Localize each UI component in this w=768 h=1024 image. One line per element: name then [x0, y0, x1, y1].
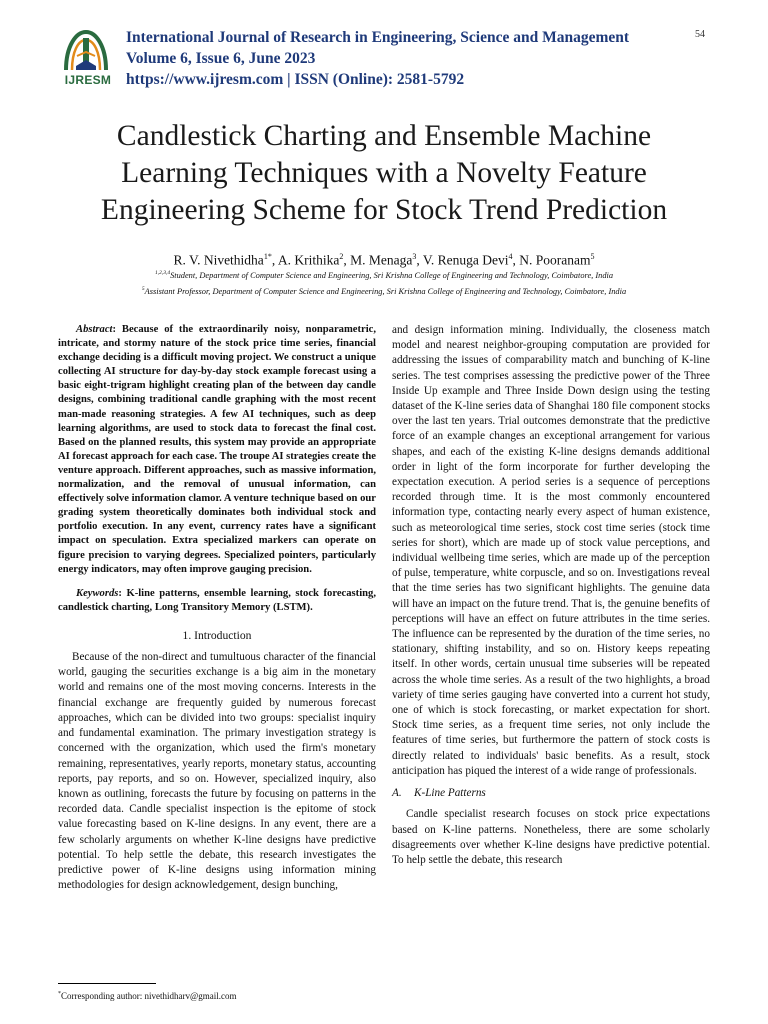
page-number: 54: [695, 29, 705, 40]
author-name: R. V. Nivethidha: [173, 252, 264, 268]
subsection-heading: [392, 786, 710, 801]
title-line: Candlestick Charting and Ensemble Machine: [116, 120, 652, 152]
author-sup: 2: [339, 252, 344, 261]
footnote: [58, 989, 237, 1002]
author-sep: ,: [343, 252, 351, 268]
author-sup: 4: [508, 252, 513, 261]
title-line: Learning Techniques with a Novelty Feature: [121, 157, 647, 189]
abstract-label: Abstract: [76, 324, 113, 335]
journal-name: International Journal of Research in Engineering, Science and Management: [126, 29, 630, 46]
logo-text: IJRESM: [64, 73, 112, 87]
author-sep: ,: [271, 252, 278, 268]
body-paragraph: and design information mining. Individually, the closeness match model and nearest neighbor-grouping computation are provided for addressing the issues of comparability match and bunching of K-line series. The test comprises assessing the predictive power of the Three Inside Up example and Three Inside Down design using the testing dataset of the K-line series data of Shanghai 180 file component stocks over the last ten years. Trial outcomes demonstrate that the predictive force of an example changes an exceptional arrangement for various shapes, and each of the existing K-line designs demands additional order in light of the form incorporate for further developing the expectation execution. A period series is a sequence of perceptions recorded through time. It is the most commonly encountered information type, contacting nearly every aspect of human existence, such as meteorological time series, stock cost time series (stock time series for short), which are made up of stock value perceptions, and individual wellbeing time series, which are made up of the perception of pulse, temperature, white corpuscle, and so on. Investigations reveal that the time series has two significant highlights. The genuine data will have an impact on the future trend. That is, the genuine benefits of perceptions will have an effect on future attributes in the time series. The influence can be represented by the duration of the time series, no stationary, shifting instability, and so on. History keeps repeating itself. In other words, certain unusual time subseries will be repeated across the whole time series. As a result of the two highlights, a broad variety of time series gauging have converted into a current hot study, one of which is stock forecasting, or market expectation for short. Stock time series, as a frequent time series, not only include the features of time series, but furthermore the pattern of stock costs is directly related to individuals' basic benefits. As a result, stock anticipation has piqued the interest of a wide range of professionals.: [392, 324, 710, 777]
keywords-text: : K-line patterns, ensemble learning, stock forecasting, candlestick charting, Long Transitory Memory (LSTM).: [58, 587, 376, 613]
author-name: V. Renuga Devi: [422, 252, 509, 268]
affiliation: [40, 268, 728, 281]
journal-url: https://www.ijresm.com | ISSN (Online): 2581-5792: [126, 71, 465, 88]
subsection-title: K-Line Patterns: [414, 787, 486, 800]
journal-volume: Volume 6, Issue 6, June 2023: [126, 50, 316, 67]
journal-logo-icon: [58, 26, 114, 74]
affiliation-sup: 5: [141, 286, 145, 292]
abstract-text: : Because of the extraordinarily noisy, nonparametric, intricate, and stormy nature of the stock price time series, financial exchange deciding is a difficult moving project. We construct a unique collecting AI structure for day-by-day stock example forecast using a basic eight-trigram highlight creating plan of the between day candle designs, combining traditional candle graphing with the most recent man-made reasoning strategies. A few AI techniques, such as deep learning algorithms, are used to stock data to forecast the final cost. Based on the planned results, this system may provide an appropriate AI forecast approach for each case. The troupe AI strategies create the venture approach. Different approaches, such as massive information, normalization, and the removal of unusual information, can effectively solve information clamor. A venture technique based on our grading system theoretically dominates both individual stock and portfolio execution. In any event, currency rates have a significant impact on speculation. Extra specialized markers can operate on figure precision to varying degrees. Specialized pointers, particularly energy indicators, may often improve gauging precision.: [58, 324, 376, 575]
author-sup: 3: [412, 252, 417, 261]
right-column: [392, 323, 710, 868]
title-line: Engineering Scheme for Stock Trend Prediction: [100, 194, 668, 226]
keywords-label: Keywords: [76, 587, 119, 599]
footnote-text: Corresponding author: nivethidharv@gmail.com: [61, 991, 237, 1001]
author-name: M. Menaga: [350, 252, 413, 268]
section-heading: 1. Introduction: [182, 628, 252, 642]
author-sep: ,: [512, 252, 520, 268]
body-paragraph: Candle specialist research focuses on stock price expectations based on K-line patterns. Nonetheless, there are some scholarly disagreements over whether K-line designs have predictive potential. To help settle the debate, this research: [392, 808, 710, 866]
left-column: [58, 323, 376, 893]
author-name: A. Krithika: [277, 252, 340, 268]
footnote-sup: *: [58, 991, 61, 997]
footnote-divider: [58, 983, 156, 984]
journal-header: [126, 27, 686, 90]
affiliation: [40, 284, 728, 297]
author-name: N. Pooranam: [519, 252, 591, 268]
affiliation-text: Assistant Professor, Department of Computer Science and Engineering, Sri Krishna College of Engineering and Technology, Coimbatore, India: [144, 286, 627, 296]
paper-title: [60, 118, 708, 229]
author-sup: 5: [590, 252, 595, 261]
author-sup: 1*: [263, 252, 272, 261]
affiliation-sup: 1,2,3,4: [154, 270, 171, 276]
author-list: [60, 249, 708, 269]
affiliation-text: Student, Department of Computer Science and Engineering, Sri Krishna College of Engineering and Technology, Coimbatore, India: [170, 270, 614, 280]
abstract: [58, 323, 376, 577]
subsection-letter: A.: [392, 787, 402, 800]
keywords: [58, 587, 376, 615]
body-paragraph: Because of the non-direct and tumultuous character of the financial world, gauging the securities exchange is a big aim in the monetary world and remains one of the most moving concerns. Interests in the financial exchange are frequently guided by numerous forecast approaches, which can be divided into two groups: specialist inquiry and fundamental examination. The primary investigation strategy is concerned with the organization, which used the firm's monetary remaining, representatives, yearly reports, monetary status, accounting reports, pay reports, and so on. However, specialized inquiry, also known as outlining, forecasts the future by focusing on patterns in the recorded data. Candle specialist inspection is the epitome of stock value forecasting based on K-line designs. In any event, there are a few scholarly arguments on whether K-line designs have predictive potential. To help settle the debate, this research investigates the predictive power of K-line designs using information mining methodologies for design acknowledgement, design bunching,: [58, 651, 376, 892]
author-sep: ,: [416, 252, 423, 268]
